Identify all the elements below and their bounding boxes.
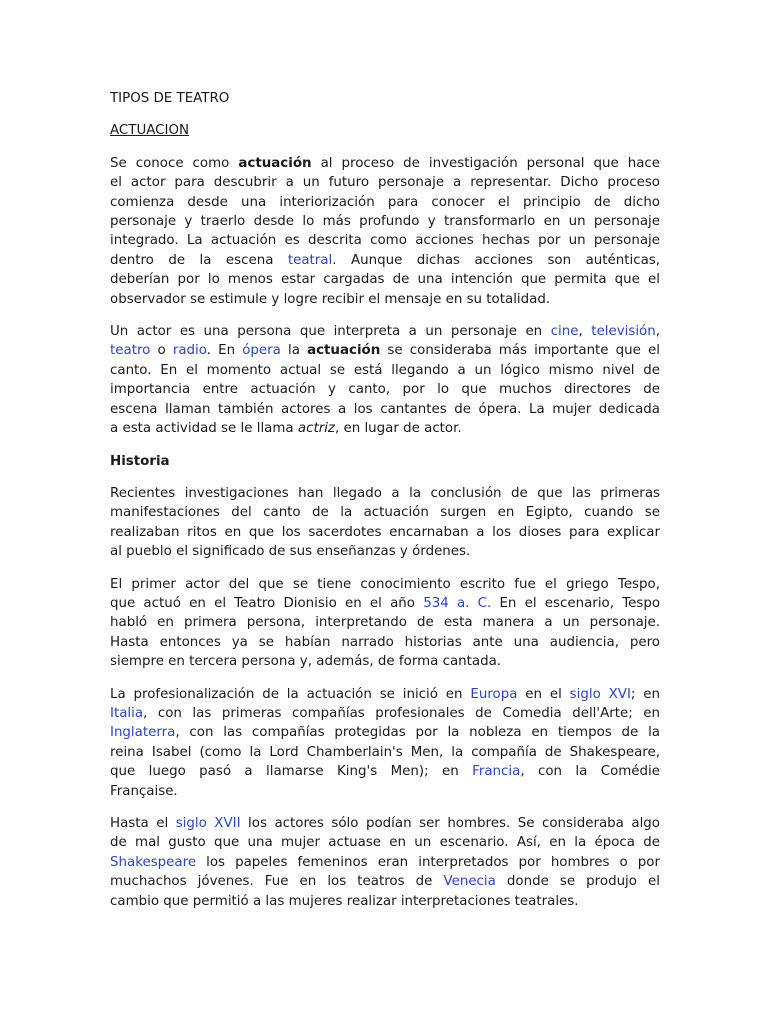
text-run: El primer actor del que se tiene conocimiento escrito fue el griego Tespo, bbox=[110, 576, 660, 592]
text-run: , con las primeras compañías profesionales de Comedia dell'Arte; en bbox=[143, 705, 660, 721]
text-run: . En bbox=[206, 343, 243, 359]
text-run: Hasta entonces ya se habían narrado historias ante una audiencia, pero bbox=[110, 634, 660, 650]
text-run: , con la Comédie bbox=[520, 764, 660, 780]
text-line bbox=[110, 633, 660, 652]
text-line bbox=[110, 290, 660, 309]
text-line bbox=[110, 212, 660, 231]
text-run: la bbox=[280, 343, 308, 359]
text-run: cambio que permitió a las mujeres realizar interpretaciones teatrales. bbox=[110, 893, 579, 909]
text-run: , bbox=[655, 324, 660, 340]
text-line bbox=[110, 762, 660, 781]
wiki-link[interactable]: Inglaterra bbox=[110, 725, 176, 741]
text-run: siempre en tercera persona y, además, de forma cantada. bbox=[110, 654, 502, 670]
text-run: ; en bbox=[630, 686, 660, 702]
text-run: personaje y traerlo desde lo más profundo y transformarlo en un personaje bbox=[110, 214, 660, 230]
text-line bbox=[110, 613, 660, 632]
text-line bbox=[110, 503, 660, 522]
bold-text: actuación bbox=[307, 343, 381, 359]
paragraph bbox=[110, 484, 660, 562]
paragraph bbox=[110, 575, 660, 672]
text-line bbox=[110, 594, 660, 613]
text-run: o bbox=[150, 343, 173, 359]
text-run: canto. En el momento actual se está llegando a un lógico mismo nivel de bbox=[110, 362, 660, 378]
text-run: En el escenario, Tespo bbox=[491, 595, 661, 611]
text-run: deberían por lo menos estar cargadas de una intención que permita que el bbox=[110, 272, 660, 288]
text-line bbox=[110, 782, 660, 801]
text-run: La profesionalización de la actuación se inició en bbox=[110, 686, 471, 702]
document-title: TIPOS DE TEATRO bbox=[110, 91, 230, 106]
document-page bbox=[110, 89, 660, 911]
text-run: Recientes investigaciones han llegado a la conclusión de que las primeras bbox=[110, 485, 660, 501]
text-run: , bbox=[578, 324, 592, 340]
text-run: los papeles femeninos eran interpretados por hombres o por bbox=[196, 854, 660, 870]
text-line bbox=[110, 419, 660, 438]
text-run: , con las compañías protegidas por la nobleza en tiempos de la bbox=[175, 725, 660, 741]
bold-text: actuación bbox=[238, 155, 312, 171]
text-run: que actuó en el Teatro Dionisio en el año bbox=[110, 595, 424, 611]
text-line bbox=[110, 814, 660, 833]
text-run: Se conoce como bbox=[110, 155, 239, 171]
text-run: . Aunque dichas acciones son auténticas, bbox=[332, 252, 661, 268]
text-line bbox=[110, 270, 660, 289]
text-line bbox=[110, 251, 660, 270]
paragraph bbox=[110, 685, 660, 801]
text-line bbox=[110, 872, 660, 891]
text-line bbox=[110, 361, 660, 380]
text-run: manifestaciones del canto de la actuación surgen en Egipto, cuando se bbox=[110, 505, 660, 521]
wiki-link[interactable]: Venecia bbox=[443, 874, 496, 890]
text-run: observador se estimule y logre recibir el mensaje en su totalidad. bbox=[110, 291, 551, 307]
text-run: se consideraba más importante que el bbox=[380, 343, 660, 359]
text-run: en el bbox=[517, 686, 570, 702]
italic-text: actriz bbox=[297, 421, 335, 437]
text-line bbox=[110, 892, 660, 911]
text-line bbox=[110, 341, 660, 360]
text-run: que luego pasó a llamarse King's Men); en bbox=[110, 764, 473, 780]
wiki-link[interactable]: teatral bbox=[287, 252, 333, 268]
text-run: comienza desde una interiorización para conocer el principio de dicho bbox=[110, 194, 660, 210]
text-line bbox=[110, 173, 660, 192]
text-line bbox=[110, 193, 660, 212]
text-run: el actor para descubrir a un futuro personaje a representar. Dicho proceso bbox=[110, 175, 660, 191]
text-run: Hasta el bbox=[110, 816, 176, 831]
text-line bbox=[110, 743, 660, 762]
paragraph bbox=[110, 322, 660, 438]
text-run: escena llaman también actores a los cantantes de ópera. La mujer dedicada bbox=[110, 401, 660, 417]
text-run: dentro de la escena bbox=[110, 252, 288, 268]
wiki-link[interactable]: Shakespeare bbox=[110, 854, 197, 870]
section-heading-actuacion: ACTUACION bbox=[110, 123, 190, 139]
wiki-link[interactable]: cine bbox=[550, 324, 579, 340]
text-line bbox=[110, 575, 660, 594]
text-line bbox=[110, 380, 660, 399]
text-run: habló en primera persona, interpretando de esta manera a un personaje. bbox=[110, 615, 660, 631]
text-run: de mal gusto que una mujer actuase en un escenario. Así, en la época de bbox=[110, 835, 660, 851]
text-line bbox=[110, 833, 660, 852]
text-run: integrado. La actuación es descrita como acciones hechas por un personaje bbox=[110, 233, 660, 249]
paragraph bbox=[110, 814, 660, 911]
wiki-link[interactable]: Francia bbox=[472, 764, 521, 780]
text-run: muchachos jóvenes. Fue en los teatros de bbox=[110, 874, 444, 890]
text-run: los actores sólo podían ser hombres. Se consideraba algo bbox=[240, 816, 660, 831]
paragraph bbox=[110, 154, 660, 309]
text-run: donde se produjo el bbox=[495, 874, 660, 890]
wiki-link[interactable]: Europa bbox=[470, 686, 518, 702]
text-run: reina Isabel (como la Lord Chamberlain's Men, la compañía de Shakespeare, bbox=[110, 744, 660, 760]
text-line bbox=[110, 322, 660, 341]
text-line bbox=[110, 723, 660, 742]
text-line bbox=[110, 484, 660, 503]
text-line bbox=[110, 400, 660, 419]
text-line bbox=[110, 704, 660, 723]
text-run: realizaban ritos en que los sacerdotes encarnaban a los dioses para explicar bbox=[110, 524, 660, 540]
wiki-link[interactable]: siglo XVII bbox=[175, 816, 241, 831]
section-heading-historia: Historia bbox=[110, 453, 170, 469]
text-run: importancia entre actuación y canto, por lo que muchos directores de bbox=[110, 382, 660, 398]
text-run: , en lugar de actor. bbox=[334, 421, 462, 437]
text-line bbox=[110, 652, 660, 671]
text-line bbox=[110, 853, 660, 872]
text-line bbox=[110, 154, 660, 173]
text-run: a esta actividad se le llama bbox=[110, 421, 298, 437]
text-run: Française. bbox=[110, 783, 178, 799]
text-line bbox=[110, 523, 660, 542]
text-line bbox=[110, 231, 660, 250]
text-line bbox=[110, 542, 660, 561]
wiki-link[interactable]: teatro bbox=[110, 343, 151, 359]
wiki-link[interactable]: ópera bbox=[242, 343, 281, 359]
wiki-link[interactable]: televisión bbox=[591, 324, 656, 340]
wiki-link[interactable]: siglo XVI bbox=[569, 686, 631, 702]
text-run: Un actor es una persona que interpreta a un personaje en bbox=[110, 324, 551, 340]
wiki-link[interactable]: radio bbox=[172, 343, 207, 359]
text-run: al pueblo el significado de sus enseñanzas y órdenes. bbox=[110, 544, 471, 560]
wiki-link[interactable]: 534 a. C. bbox=[423, 595, 492, 611]
wiki-link[interactable]: Italia bbox=[110, 705, 144, 721]
text-line bbox=[110, 685, 660, 704]
text-run: al proceso de investigación personal que hace bbox=[311, 155, 661, 171]
